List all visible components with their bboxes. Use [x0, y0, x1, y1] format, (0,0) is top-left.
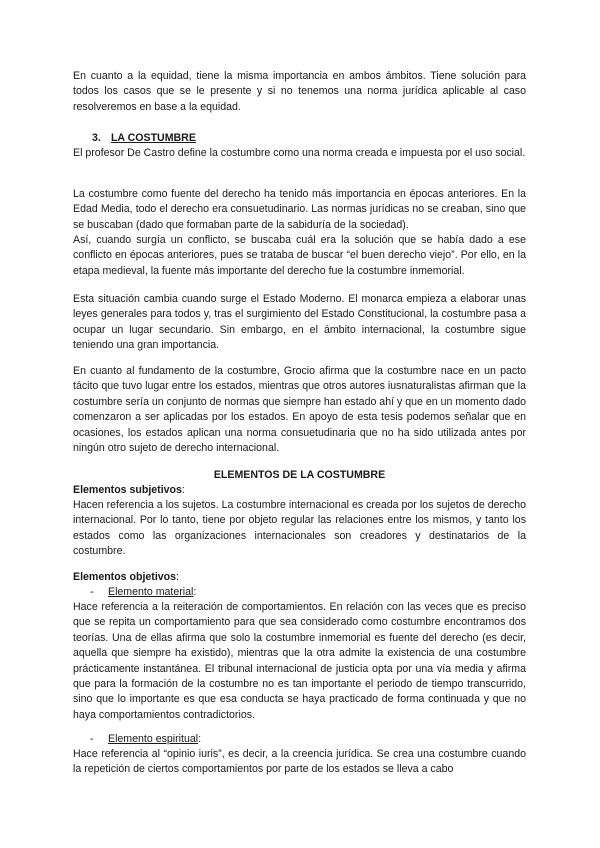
- section-title: LA COSTUMBRE: [110, 132, 196, 144]
- paragraph-fundamento: En cuanto al fundamento de la costumbre, Grocio afirma que la costumbre nace en un pacto tácito que tuvo lugar entre los estados, mientras que otros autores iusnaturalistas afirman que la costumbre sería un conjunto de normas que siempre han estado ahí y que en un momento dado comenzaron a ser aplicadas por los estados. En apoyo de esta tesis podemos señalar que en ocasiones, los estados aplican una norma consuetudinaria que no ha sido utilizada antes por ningún otro sujeto de derecho internacional.: [73, 365, 526, 455]
- elemento-material-label: Elemento material: [108, 586, 194, 598]
- heading-elementos-subjetivos: [73, 483, 185, 498]
- heading-elementos: ELEMENTOS DE LA COSTUMBRE: [213, 469, 386, 481]
- elemento-espiritual-colon: :: [198, 733, 202, 745]
- bullet-dash: -: [90, 586, 94, 598]
- paragraph-equidad: En cuanto a la equidad, tiene la misma importancia en ambos ámbitos. Tiene solución para todos los casos que se le presente y si no tenemos una norma jurídica aplicable al caso resolveremos en base a la equidad.: [73, 70, 526, 113]
- objetivos-colon: :: [176, 571, 179, 583]
- paragraph-conflicto: Así, cuando surgía un conflicto, se buscaba cuál era la solución que se había dado a ese conflicto en épocas anteriores, pues se trataba de buscar “el buen derecho viejo”. Por ello, en la etapa medieval, la fuente más importante del derecho fue la costumbre inmemorial.: [73, 234, 526, 277]
- bullet-elemento-espiritual: [90, 732, 201, 747]
- paragraph-espiritual: Hace referencia al “opinio iuris”, es decir, a la creencia jurídica. Se crea una costumbre cuando la repetición de ciertos comportamientos por parte de los estados se lleva a cabo: [73, 748, 526, 776]
- paragraph-estado-moderno: Esta situación cambia cuando surge el Estado Moderno. El monarca empieza a elaborar unas leyes generales para todos y, tras el surgimiento del Estado Constitucional, la costumbre pasa a ocupar un lugar secundario. Sin embargo, en el ámbito internacional, la costumbre sigue teniendo una gran importancia.: [73, 293, 526, 352]
- subjetivos-colon: :: [181, 484, 185, 496]
- section-heading-costumbre: [92, 131, 196, 146]
- objetivos-label: Elementos objetivos: [73, 571, 177, 583]
- heading-elementos-objetivos: [73, 570, 179, 585]
- bullet-elemento-material: [90, 585, 196, 600]
- bullet-dash: -: [90, 733, 94, 745]
- subjetivos-label: Elementos subjetivos: [73, 484, 182, 496]
- paragraph-material: Hace referencia a la reiteración de comportamientos. En relación con las veces que es preciso que se repita un comportamiento para que sea considerado como costumbre encontramos dos teorías. Una de ellas afirma que solo la costumbre inmemorial es fuente del derecho (es decir, aquella que siempre ha existido), mientras que la otra admite la existencia de una costumbre prácticamente instantánea. El tribunal internacional de justicia opta por una vía media y afirma que para la formación de la costumbre no es tan importante el periodo de tiempo transcurrido, sino que lo importante es que esa conducta se haya practicado de forma continuada y que no haya comportamientos contradictorios.: [73, 601, 526, 721]
- elemento-material-colon: :: [193, 586, 197, 598]
- paragraph-definicion: El profesor De Castro define la costumbre como una norma creada e impuesta por el uso social.: [73, 147, 526, 159]
- elemento-espiritual-label: Elemento espiritual: [108, 733, 199, 745]
- paragraph-edad-media: La costumbre como fuente del derecho ha tenido más importancia en épocas anteriores. En la Edad Media, todo el derecho era consuetudinario. Las normas jurídicas no se creaban, sino que se buscaban (dado que formaban parte de la sabiduría de la sociedad).: [73, 188, 526, 231]
- paragraph-subjetivos: Hacen referencia a los sujetos. La costumbre internacional es creada por los sujetos de derecho internacional. Por lo tanto, tiene por objeto regular las relaciones entre los mismos, y tanto los estados como las organizaciones internacionales son creadores y destinatarios de la costumbre.: [73, 499, 526, 558]
- section-number: 3.: [92, 132, 101, 144]
